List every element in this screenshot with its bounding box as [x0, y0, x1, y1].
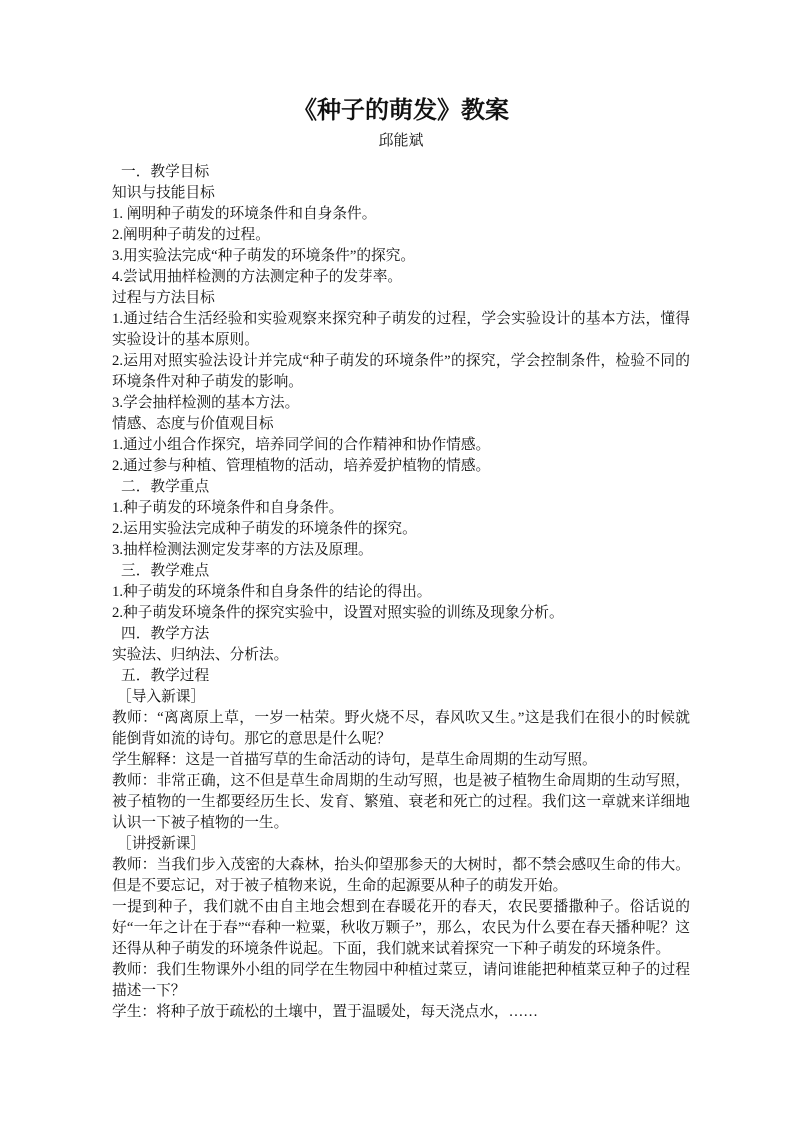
paragraph: 实验法、归纳法、分析法。 — [112, 647, 289, 663]
paragraph: 知识与技能目标 — [112, 185, 215, 201]
paragraph: ［讲授新课］ — [117, 836, 206, 852]
document-body — [112, 162, 690, 1023]
paragraph: 教师：“离离原上草，一岁一枯荣。野火烧不尽，春风吹又生。”这是我们在很小的时候就能倒背如流的诗句。那它的意思是什么呢？ — [112, 710, 690, 747]
paragraph: 情感、态度与价值观目标 — [112, 416, 274, 432]
author-name: 邱能斌 — [378, 133, 424, 149]
paragraph: 2.种子萌发环境条件的探究实验中，设置对照实验的训练及现象分析。 — [112, 605, 564, 621]
paragraph: 2.通过参与种植、管理植物的活动，培养爱护植物的情感。 — [112, 458, 491, 474]
paragraph: 教师：非常正确，这不但是草生命周期的生动写照，也是被子植物生命周期的生动写照，被子植物的一生都要经历生长、发育、繁殖、衰老和死亡的过程。我们这一章就来详细地认识一下被子植物的一生。 — [112, 773, 690, 831]
paragraph: 过程与方法目标 — [112, 290, 215, 306]
paragraph: 1.种子萌发的环境条件和自身条件。 — [112, 500, 344, 516]
paragraph: 学生解释：这是一首描写草的生命活动的诗句，是草生命周期的生动写照。 — [112, 752, 597, 768]
paragraph: 1.种子萌发的环境条件和自身条件的结论的得出。 — [112, 584, 432, 600]
paragraph: 3.抽样检测法测定发芽率的方法及原理。 — [112, 542, 373, 558]
paragraph: 1.通过结合生活经验和实验观察来探究种子萌发的过程，学会实验设计的基本方法，懂得实验设计的基本原则。 — [112, 311, 690, 348]
paragraph: 学生：将种子放于疏松的土壤中，置于温暖处，每天浇点水，…… — [112, 1004, 538, 1020]
paragraph: 一提到种子，我们就不由自主地会想到在春暖花开的春天，农民要播撒种子。俗话说的好“一年之计在于春”“春种一粒粟，秋收万颗子”，那么，农民为什么要在春天播种呢？这还得从种子萌发的环境条件说起。下面，我们就来试着探究一下种子萌发的环境条件。 — [112, 899, 690, 957]
paragraph: 教师：当我们步入茂密的大森林，抬头仰望那参天的大树时，都不禁会感叹生命的伟大。但是不要忘记，对于被子植物来说，生命的起源要从种子的萌发开始。 — [112, 857, 690, 894]
paragraph: 四．教学方法 — [121, 626, 210, 642]
paragraph: 教师：我们生物课外小组的同学在生物园中种植过菜豆，请问谁能把种植菜豆种子的过程描述一下？ — [112, 962, 690, 999]
paragraph: 二．教学重点 — [121, 479, 210, 495]
paragraph: 五．教学过程 — [121, 668, 210, 684]
paragraph: 2.运用对照实验法设计并完成“种子萌发的环境条件”的探究，学会控制条件，检验不同的环境条件对种子萌发的影响。 — [112, 353, 690, 390]
paragraph: 三．教学难点 — [121, 563, 210, 579]
paragraph: 一．教学目标 — [121, 164, 210, 180]
paragraph: 1. 阐明种子萌发的环境条件和自身条件。 — [112, 206, 377, 222]
paragraph: 2.运用实验法完成种子萌发的环境条件的探究。 — [112, 521, 417, 537]
paragraph: 1.通过小组合作探究，培养同学间的合作精神和协作情感。 — [112, 437, 491, 453]
paragraph: 3.学会抽样检测的基本方法。 — [112, 395, 300, 411]
paragraph: 2.阐明种子萌发的过程。 — [112, 227, 270, 243]
document-title: 《种子的萌发》教案 — [293, 98, 509, 124]
paragraph: ［导入新课］ — [117, 689, 206, 705]
paragraph: 3.用实验法完成“种子萌发的环境条件”的探究。 — [112, 248, 416, 264]
paragraph: 4.尝试用抽样检测的方法测定种子的发芽率。 — [112, 269, 403, 285]
